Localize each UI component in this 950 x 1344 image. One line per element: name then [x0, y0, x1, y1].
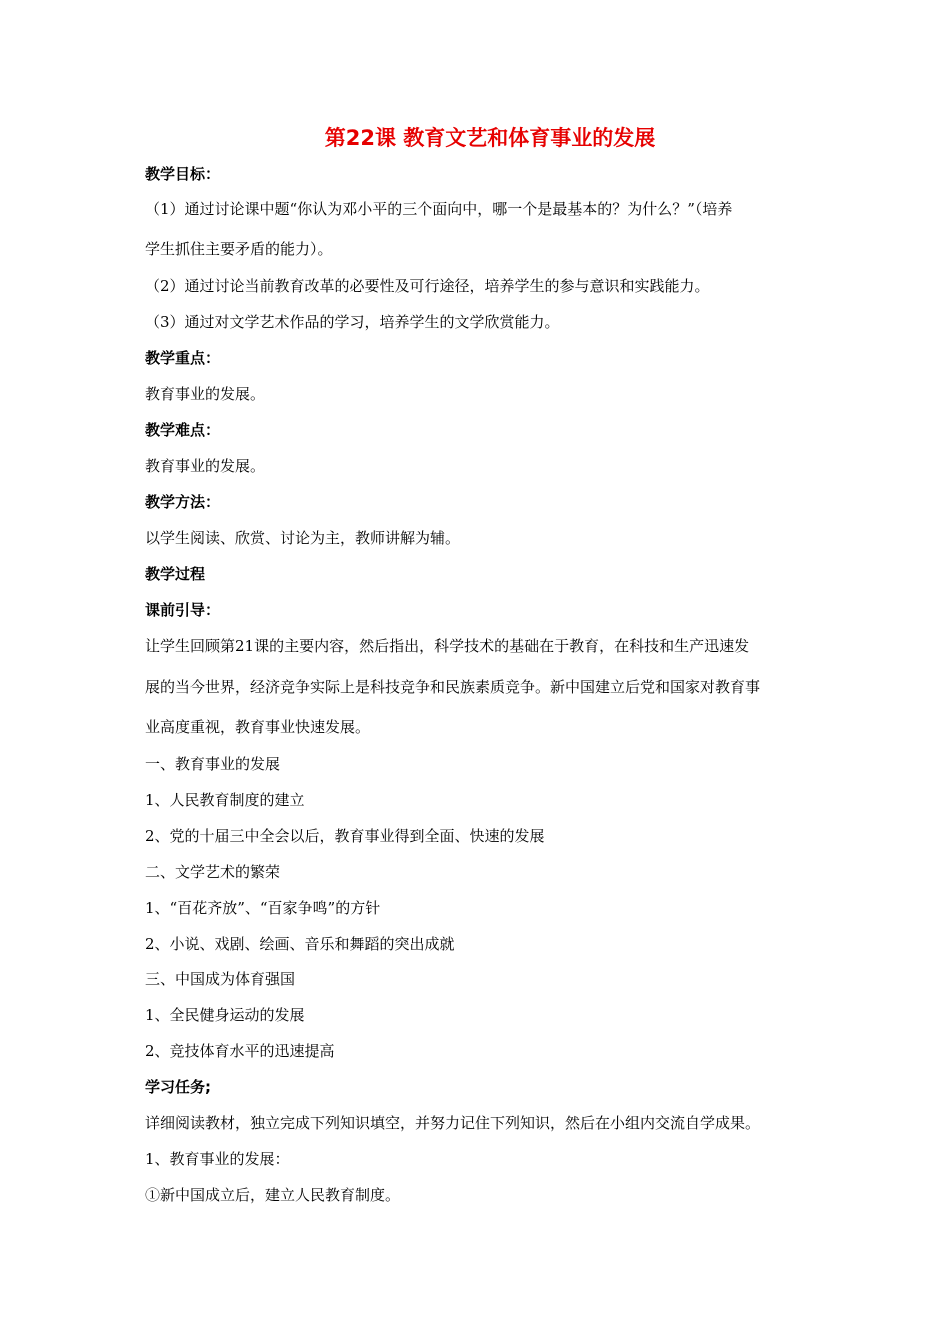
section-1-item-2: 2、党的十届三中全会以后，教育事业得到全面、快速的发展: [145, 827, 545, 845]
heading-process: 教学过程: [145, 565, 206, 583]
heading-key-points: 教学重点：: [145, 349, 221, 367]
section-2-title: 二、文学艺术的繁荣: [145, 863, 281, 881]
objective-1-line-2: 学生抓住主要矛盾的能力）。: [145, 240, 333, 258]
heading-methods: 教学方法：: [145, 493, 221, 511]
heading-difficulties: 教学难点：: [145, 421, 221, 439]
section-3-item-1: 1、全民健身运动的发展: [145, 1006, 305, 1024]
heading-introduction: 课前引导：: [145, 601, 221, 619]
section-1-item-1: 1、人民教育制度的建立: [145, 791, 305, 809]
methods-text: 以学生阅读、欣赏、讨论为主，教师讲解为辅。: [145, 529, 461, 547]
section-3-title: 三、中国成为体育强国: [145, 970, 296, 988]
task-1-title: 1、教育事业的发展：: [145, 1150, 290, 1168]
learning-tasks-text: 详细阅读教材，独立完成下列知识填空，并努力记住下列知识，然后在小组内交流自学成果。: [145, 1114, 761, 1132]
heading-learning-tasks: 学习任务;: [145, 1078, 211, 1096]
section-2-item-2: 2、小说、戏剧、绘画、音乐和舞蹈的突出成就: [145, 935, 455, 953]
task-1-item-1: ①新中国成立后，建立人民教育制度。: [145, 1186, 401, 1204]
difficulties-text: 教育事业的发展。: [145, 457, 266, 475]
key-points-text: 教育事业的发展。: [145, 385, 266, 403]
introduction-line-2: 展的当今世界，经济竞争实际上是科技竞争和民族素质竞争。新中国建立后党和国家对教育事: [145, 678, 761, 696]
introduction-line-1: 让学生回顾第21课的主要内容，然后指出，科学技术的基础在于教育，在科技和生产迅速发: [145, 637, 750, 655]
section-2-item-1: 1、“百花齐放”、“百家争鸣”的方针: [145, 899, 381, 917]
objective-3: （3）通过对文学艺术作品的学习，培养学生的文学欣赏能力。: [145, 313, 560, 331]
section-1-title: 一、教育事业的发展: [145, 755, 281, 773]
objective-2: （2）通过讨论当前教育改革的必要性及可行途径，培养学生的参与意识和实践能力。: [145, 277, 710, 295]
document-title: 第22课 教育文艺和体育事业的发展: [324, 126, 656, 150]
objective-1-line-1: （1）通过讨论课中题“你认为邓小平的三个面向中，哪一个是最基本的？为什么？”（培养: [145, 200, 733, 218]
introduction-line-3: 业高度重视，教育事业快速发展。: [145, 718, 371, 736]
heading-objectives: 教学目标：: [145, 165, 221, 183]
section-3-item-2: 2、竞技体育水平的迅速提高: [145, 1042, 335, 1060]
